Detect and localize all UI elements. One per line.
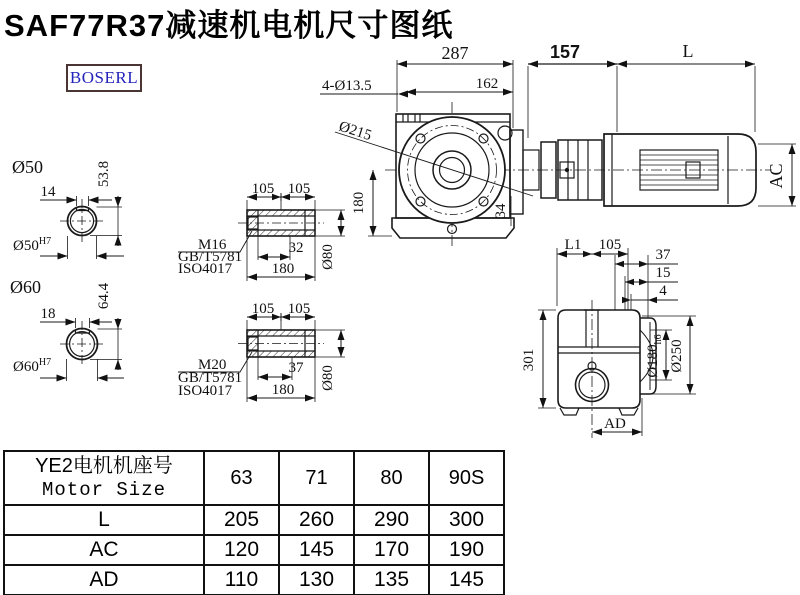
dim-37-side-label: 37 <box>655 247 671 263</box>
side-view <box>521 237 696 438</box>
dim-15-side-label: 15 <box>655 265 671 281</box>
table-cell: 290 <box>354 505 429 535</box>
hollow2-37-label: 37 <box>288 360 304 376</box>
shaft-end-view-60 <box>10 277 124 381</box>
dim-180-label: 180 <box>351 191 367 215</box>
hollow2-180-label: 180 <box>271 382 295 398</box>
table-cell: 130 <box>279 565 354 595</box>
hollow1-105a-label: 105 <box>251 181 275 197</box>
hollow2-105a-label: 105 <box>251 301 275 317</box>
spigot-dia-label: $Ø180_{h6}$ <box>645 334 664 378</box>
dim-AD-label: AD <box>604 416 626 432</box>
table-col-header: 63 <box>204 451 279 505</box>
flange-dia-side-label: Ø250 <box>669 339 685 373</box>
dim-301-label: 301 <box>521 348 537 372</box>
hollow2-std1-label: GB/T5781 <box>178 370 243 386</box>
row-label: AC <box>4 535 204 565</box>
motor-size-header-en: Motor Size <box>41 478 167 501</box>
table-col-header: 80 <box>354 451 429 505</box>
motor-size-header-cell <box>4 451 204 505</box>
table-cell: 145 <box>279 535 354 565</box>
shaft50-bore-label: $Ø50^{H7}$ <box>13 236 52 254</box>
row-label: AD <box>4 565 204 595</box>
table-cell: 135 <box>354 565 429 595</box>
shaft60-keywidth-label: 18 <box>40 306 56 322</box>
hollow1-180-label: 180 <box>271 261 295 277</box>
table-cell: 205 <box>204 505 279 535</box>
table-cell: 110 <box>204 565 279 595</box>
dim-L-label: L <box>682 41 694 61</box>
front-view <box>320 41 796 247</box>
dim-L1-label: L1 <box>564 237 582 253</box>
shaft50-title-label: Ø50 <box>12 157 43 177</box>
hollow2-dia-label: Ø80 <box>320 365 336 391</box>
table-row-L <box>4 505 504 535</box>
dim-AC-label: AC <box>766 163 786 189</box>
hollow-shaft-view-2 <box>178 301 345 402</box>
dim-105-side-label: 105 <box>598 237 622 253</box>
table-cell: 145 <box>429 565 504 595</box>
table-cell: 170 <box>354 535 429 565</box>
hollow2-105b-label: 105 <box>287 301 311 317</box>
motor-size-table <box>3 450 505 595</box>
shaft60-title-label: Ø60 <box>10 277 41 297</box>
dim-157-label: 157 <box>549 42 581 62</box>
table-cell: 120 <box>204 535 279 565</box>
shaft50-keyheight-label: 53.8 <box>96 160 112 188</box>
hollow1-std2-label: ISO4017 <box>178 261 233 277</box>
dim-34-label: 34 <box>493 203 509 219</box>
shaft60-bore-label: $Ø60^{H7}$ <box>13 357 52 375</box>
shaft-end-view-50 <box>12 157 124 259</box>
hollow1-105b-label: 105 <box>287 181 311 197</box>
table-col-header: 71 <box>279 451 354 505</box>
motor-size-header-cn: YE2电机机座号 <box>35 454 173 477</box>
table-cell: 300 <box>429 505 504 535</box>
dim-4-side-label: 4 <box>659 283 667 299</box>
hollow2-bolt-label: M20 <box>198 357 227 373</box>
table-cell: 260 <box>279 505 354 535</box>
dim-holes-label: 4-Ø13.5 <box>322 78 372 94</box>
shaft60-keyheight-label: 64.4 <box>96 282 112 310</box>
flange-dia-label: Ø215 <box>336 118 374 145</box>
dim-287-label: 287 <box>441 43 469 63</box>
hollow1-dia-label: Ø80 <box>320 244 336 270</box>
hollow1-std1-label: GB/T5781 <box>178 249 243 265</box>
page-title: SAF77R37减速机电机尺寸图纸 <box>4 8 454 43</box>
table-row-AC <box>4 535 504 565</box>
hollow1-bolt-label: M16 <box>198 237 227 253</box>
table-row-AD <box>4 565 504 595</box>
dim-162-label: 162 <box>475 76 499 92</box>
hollow1-32-label: 32 <box>288 240 304 256</box>
boserl-logo: BOSERL <box>66 64 142 92</box>
row-label: L <box>4 505 204 535</box>
shaft50-keywidth-label: 14 <box>40 184 56 200</box>
table-cell: 190 <box>429 535 504 565</box>
table-col-header: 90S <box>429 451 504 505</box>
hollow-shaft-view-1 <box>178 181 345 281</box>
table-header-row <box>4 451 504 505</box>
hollow2-std2-label: ISO4017 <box>178 383 233 399</box>
